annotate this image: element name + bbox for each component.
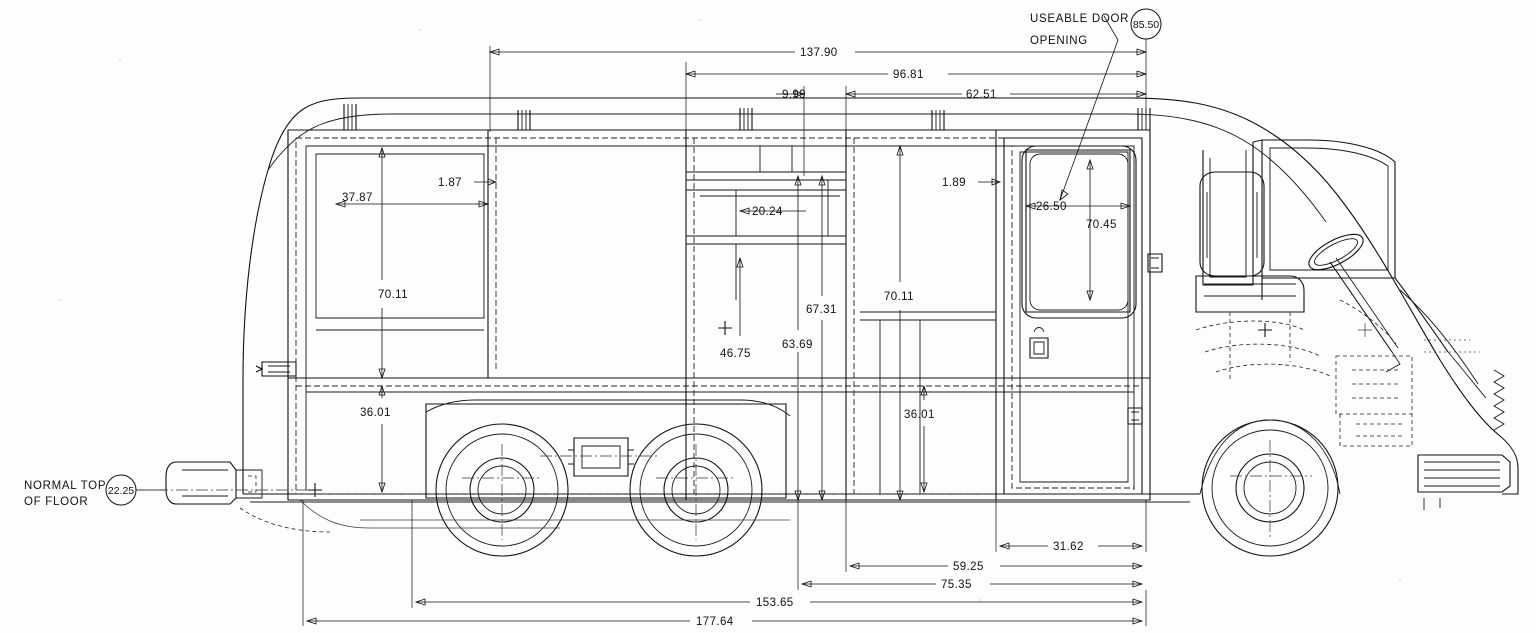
dim-62-51-label: 62.51: [966, 89, 997, 101]
note-useable-door-opening-line1: USEABLE DOOR: [1030, 13, 1130, 25]
dim-70-11-right-label: 70.11: [884, 291, 914, 303]
dim-67-31-label: 67.31: [806, 304, 837, 316]
rear-wheel-rear: [630, 424, 762, 556]
dim-70-11-left-label: 70.11: [378, 289, 408, 301]
dash-and-engine-detail: [1336, 323, 1480, 446]
dim-70-45-label: 70.45: [1086, 219, 1117, 231]
dim-9-99-label: 9.99: [782, 89, 806, 101]
cargo-body-framing: [288, 104, 1150, 500]
chassis-underbody: [166, 362, 1200, 532]
note-normal-top-of-floor-line2: OF FLOOR: [24, 496, 89, 508]
dim-46-75-label: 46.75: [720, 348, 751, 360]
dimension-group-interior: [336, 146, 1130, 500]
dim-137-90-label: 137.90: [800, 47, 838, 59]
driver-seat: [1196, 172, 1396, 380]
dim-75-35-label: 75.35: [941, 579, 972, 591]
dim-36-01-left-label: 36.01: [360, 407, 391, 419]
dim-63-69-label: 63.69: [782, 339, 813, 351]
driveshaft-detail: [540, 438, 660, 476]
dim-20-24-label: 20.24: [752, 206, 783, 218]
bubble-22-25-label: 22.25: [107, 485, 135, 497]
dim-1-87-label: 1.87: [438, 177, 462, 189]
dim-26-50-label: 26.50: [1036, 201, 1067, 213]
steering-wheel: [1304, 227, 1400, 372]
bubble-85-50: [1131, 9, 1161, 39]
dim-37-87-label: 37.87: [342, 192, 373, 204]
dim-96-81-label: 96.81: [893, 69, 924, 81]
bubble-85-50-label: 85.50: [1132, 19, 1160, 31]
front-wheel: [1200, 420, 1340, 556]
dim-177-64-label: 177.64: [696, 616, 734, 628]
cab-windshield: [1203, 140, 1510, 510]
note-useable-door-opening-line2: OPENING: [1030, 35, 1088, 47]
bubble-22-25: [106, 475, 136, 505]
dim-153-65-label: 153.65: [756, 597, 794, 609]
note-useable-door-opening: [1030, 13, 1129, 200]
rear-wheel-front: [436, 424, 568, 556]
dim-36-01-right-label: 36.01: [904, 409, 935, 421]
side-door-assembly: [1004, 138, 1162, 494]
dim-59-25-label: 59.25: [953, 561, 984, 573]
van-body-outline: [243, 98, 1518, 494]
note-normal-top-of-floor-line1: NORMAL TOP: [24, 480, 107, 492]
dimension-group-bottom: [303, 500, 1146, 628]
dim-31-62-label: 31.62: [1053, 541, 1084, 553]
dim-1-89-label: 1.89: [942, 177, 966, 189]
